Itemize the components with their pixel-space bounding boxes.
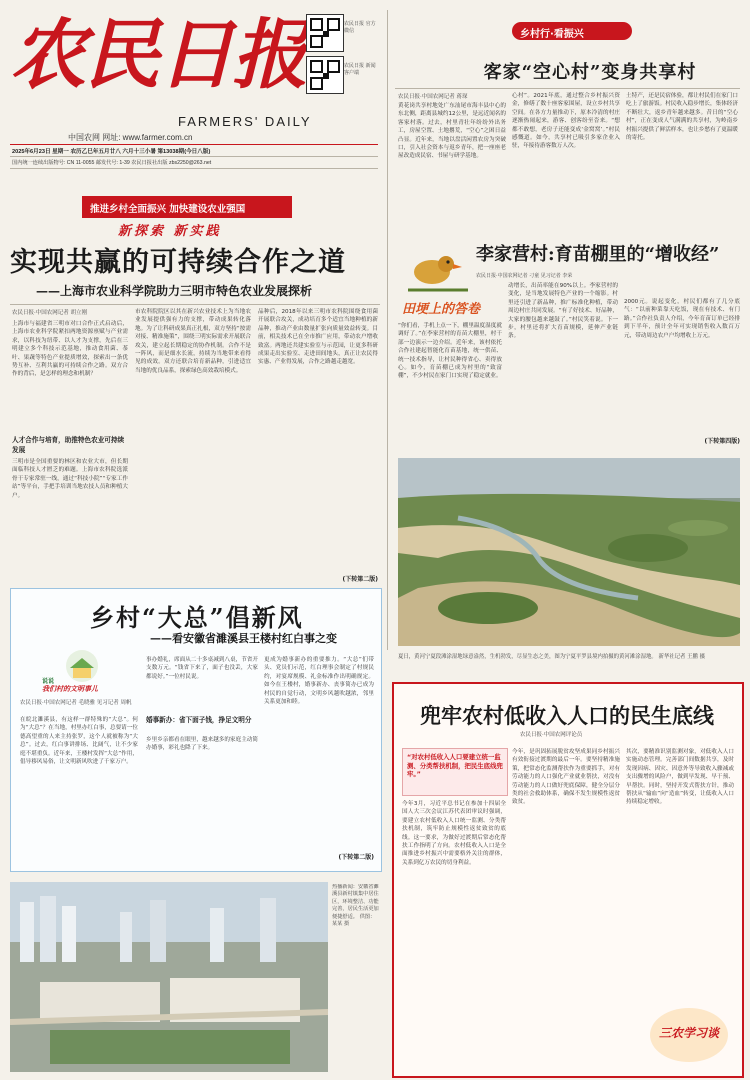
town-image <box>10 882 328 1072</box>
masthead-divider-2 <box>10 156 378 157</box>
village-badge-top: 说说 <box>42 678 55 685</box>
lead-subhead-1: 人才合作与培育，助推特色农业可持续发展 <box>12 436 125 454</box>
lead-col1: 上海市与福建省三明市对口合作正式启动后，上海市农业科学院紧扣两地资源禀赋与产业需求，以科技为纽带、以人才为支撑，先后在三明建立多个科技示范基地，推动食用菌、茶叶、果蔬等特色产业提质增效，探索出一条优势互补、互利共赢的可持续合作之路。双方合作的背后，是怎样的理念和机制？ <box>12 321 128 378</box>
right-column-divider <box>387 10 388 650</box>
wetland-image <box>398 458 740 646</box>
masthead-title: 农民日报 <box>10 10 306 99</box>
commentary-headline: 兜牢农村低收入人口的民生底线 <box>420 703 714 728</box>
promo-rule <box>395 88 740 89</box>
harvest-tag: 田埂上的答卷 <box>402 302 481 317</box>
commentary-byline: 农民日报·中国农网评论员 <box>520 732 583 738</box>
village-byline: 农民日报·中国农网记者 毛晓雅 见习记者 周帆 <box>20 700 132 706</box>
village-headline: 乡村“大总”倡新风 <box>90 603 304 632</box>
bird-icon <box>398 246 476 298</box>
commentary-col1: 今年3月，习近平总书记在参加十四届全国人大三次会议江苏代表团审议时强调，要建立农村低收入人口统一监测、分类帮扶机制，筑牢防止规模性返贫致贫的底线。这一要求，为做好过渡期后常态化帮扶工作指明了方向。农村低收入人口是全面推进乡村振兴中需要格外关注的群体，关系到亿万农民的切身利益。 <box>402 801 506 866</box>
commentary-quote: “对农村低收入人口要建立统一监测、分类帮扶机制，把民生底线兜牢。” <box>407 753 503 779</box>
promo-headline: 客家“空心村”变身共享村 <box>483 62 697 83</box>
river-photo-caption: 夏日，黄河宁夏段滩涂湿地绿意盎然，生机勃发，尽显生态之美，图为宁夏平罗县境内拍摄的黄河滩涂湿地。 新华社记者 王鹏 摄 <box>398 654 706 660</box>
banner-sub: 新探索 新实践 <box>118 224 222 239</box>
qr-code-1 <box>306 14 344 52</box>
banner <box>82 196 292 218</box>
river-wetland-photo <box>398 458 740 646</box>
harvest-byline: 农民日报·中国农网记者 刁童 见习记者 李荣 <box>476 273 573 279</box>
promo-col3: 土特产，还是民宿体验，都让村民们在家门口吃上了旅游饭。村民收入稳步增长，集体经济不断壮大，返乡青年越来越多。昔日的“空心村”，正在变成人气满满的共享村，为岭南乡村振兴提供了鲜活样本，也让乡愁有了更温暖的寄托。 <box>626 93 738 142</box>
village-col2: 事办婚礼，席面从二十多桌减到八桌，节省开支数万元。“钱省下来了，面子也没丢，大家都说好。”一位村民说。 <box>146 657 258 680</box>
promo-byline: 农民日报·中国农网记者 蒋琛 <box>398 94 468 100</box>
village-col1: 在皖北濉溪县，有这样一群特殊的“大总”。何为“大总”？在当地，村里办红白事，总要请一位德高望重的人来主持张罗，这个人就被称为“大总”。过去，红白事讲排场、比阔气，让不少家庭不堪重负。近年来，王楼村发挥“大总”作用，倡导移风易俗，让文明新风吹进了千家万户。 <box>20 717 138 766</box>
village-col3: 更成为婚事新办的重要推力。“大总”们带头、党员们示范，红白理事会制定了村规民约，对宴席规模、礼金标准作出明确规定。如今在王楼村，婚事新办、丧事简办已成为村民的自觉行动，文明乡风越吹越浓，邻里关系更加和睦。 <box>264 657 374 706</box>
town-aerial-photo <box>10 882 328 1072</box>
promo-badge-label: 乡村行·看振兴 <box>520 29 584 40</box>
commentary-badge <box>650 1008 728 1062</box>
harvest-col2: 动增长，出苗率能在90%以上。李家营村的变化，是当地发展特色产业的一个缩影。村里还引进了新品种，推广标准化种植，带动周边村庄共同发展。“有了好技术、好品种，大家的腰包越来越鼓了。”村民笑着说。下一步，村里还将扩大育苗规模，延伸产业链条。 <box>508 283 618 340</box>
harvest-col3: 2000元。说起变化，村民们都有了几分底气：“以前种菜靠天吃饭，现在有技术、有门路。”合作社负责人介绍，今年育苗订单已经排到下半年，预计全年可实现销售收入数百万元，带动周边农户户均增收上万元。 <box>624 299 740 339</box>
village-subtitle: ——看安徽省濉溪县王楼村红白事之变 <box>150 632 337 645</box>
qr-code-1-label: 农民日报 官方微信 <box>344 21 376 34</box>
commentary-quote-box <box>402 748 508 796</box>
promo-badge <box>512 22 632 40</box>
banner-text: 推进乡村全面振兴 加快建设农业强国 <box>90 204 246 215</box>
commentary-col2: 今年，是巩固拓展脱贫攻坚成果同乡村振兴有效衔接过渡期的最后一年。要坚持精准施策，把常态化监测帮扶作为重要抓手，对有劳动能力的人口强化产业就业帮扶，对没有劳动能力的人口做好兜底保障，健全分层分类的社会救助体系，确保不发生规模性返贫致贫。 <box>512 749 620 806</box>
harvest-continued: (下转第四版) <box>704 438 740 445</box>
commentary-col3: 其次，要精准识别监测对象，对低收入人口实施动态管理。完善部门间数据共享，及时发现因病、因灾、因意外等导致收入骤减或支出骤增的风险户，做到早发现、早干预、早帮扶。同时，坚持开发式帮扶方针，推动帮扶从“输血”向“造血”转变，让低收入人口持续稳定增收。 <box>626 749 734 806</box>
town-photo-caption: 热播新闻：安徽省濉溪县新村镇集中居住区，环境整洁、功能完善，居民生活更加便捷舒适。 供图：某某 摄 <box>332 884 379 928</box>
masthead-codes: 国内统一连续出版物号: CN 11-0055 邮发代号: 1-39 农民日报社出版 zbs2250@263.net <box>12 160 212 166</box>
masthead-divider-3 <box>10 168 378 169</box>
masthead-divider <box>10 144 378 145</box>
masthead-site: 中国农网 网址: www.farmer.com.cn <box>68 133 193 142</box>
lead-byline: 农民日报·中国农网记者 胡立刚 <box>12 310 87 316</box>
lead-col2: 市农科院院区以其在新兴农业技术上为当地农业发展提供强有力的支撑，带动成果转化落地。为了让科研成果真正扎根，双方坚持“按需对接、精准施策”，围绕三明实际需求开展联合攻关，建立起长期稳定的协作机制。合作不是一阵风，而是细水长流，持续为当地带来看得见的成效。双方还联合培育新品种，引进适宜当地的优良品系，探索绿色高效栽培模式。 <box>135 309 251 374</box>
village-badge-label: 我们村的文明事儿 <box>42 684 98 693</box>
village-subhead-1: 婚事新办：省下面子钱，挣足文明分 <box>146 716 252 724</box>
harvest-tag-icon <box>398 246 476 298</box>
village-col2b: 乡里乡亲都看在眼里，越来越多的家庭主动简办婚事，彩礼也降了下来。 <box>146 737 258 752</box>
lead-col3: 品种后，2018年以来三明市农科院围绕食用菌开展联合攻关，成功培育多个适宜当地种植的新品种，推动产业由数量扩张向质量效益转变。目前，相关技术已在全市推广应用，带动农户增收致富。两地还共建实验室与示范园，让更多科研成果走出实验室、走进田间地头，真正让农民得实惠、产业得发展，合作之路越走越宽。 <box>258 309 378 366</box>
harvest-col1: “你们看，手机上点一下，棚里温度湿度就调好了。”在李家营村的育苗大棚里，村干部一边演示一边介绍。近年来，该村依托合作社建起智能化育苗基地，统一供苗、统一技术指导，让村民种得省心、卖得放心。如今，育苗棚已成为村里的“致富棚”，不少村民在家门口实现了稳定就业。 <box>398 323 502 380</box>
lead-col1b: 三明市是全国重要的林区和农业大市，但长期面临科技人才匮乏的难题。上海市农科院选派骨干专家常驻一线，通过“科技小院”“专家工作站”等平台，手把手培训当地农技人员和种植大户。 <box>12 459 128 499</box>
village-continued: (下转第二版) <box>338 854 374 861</box>
lead-rule <box>10 304 380 305</box>
masthead-date-line: 2025年6月23日 星期一 农历乙巳年五月廿八 六月十三小暑 第13038期(今日八版) <box>12 149 211 155</box>
commentary-badge-label: 三农学习谈 <box>658 1026 719 1040</box>
qr-code-2-label: 农民日报 新闻客户端 <box>344 63 376 76</box>
masthead-english: FARMERS' DAILY <box>178 114 312 129</box>
promo-col1: 黄花岗共享村地处广东汕尾市海丰县中心的东北侧，距离县城约12公里，是远近闻名的客家村落。过去，村里青壮年纷纷外出务工，房屋空置、土地撂荒，“空心”之困日益凸显。近年来，当地以盘活闲置农房为突破口，引入社会资本与返乡青年，把一座座老屋改造成民宿、书屋与研学基地。 <box>398 103 506 160</box>
lead-headline: 实现共赢的可持续合作之道 <box>10 247 346 278</box>
lead-continued: (下转第二版) <box>342 576 378 583</box>
village-badge <box>32 648 132 694</box>
promo-col2: 心村”。2021年底，通过整合乡村振兴资金，修缮了数十座客家围屋，设立乡村共享空间。在各方力量推动下，原本冷清的村庄逐渐热闹起来，游客、创客纷至沓来。“想都不敢想，老房子还能变成‘金窝窝’。”村民感慨道。如今，共享村已吸引多家企业入驻，年接待游客数万人次。 <box>512 93 620 150</box>
qr-code-2 <box>306 56 344 94</box>
harvest-headline: 李家营村:育苗棚里的“增收经” <box>476 244 720 265</box>
lead-subtitle: ——上海市农业科学院助力三明市特色农业发展探析 <box>36 284 313 298</box>
